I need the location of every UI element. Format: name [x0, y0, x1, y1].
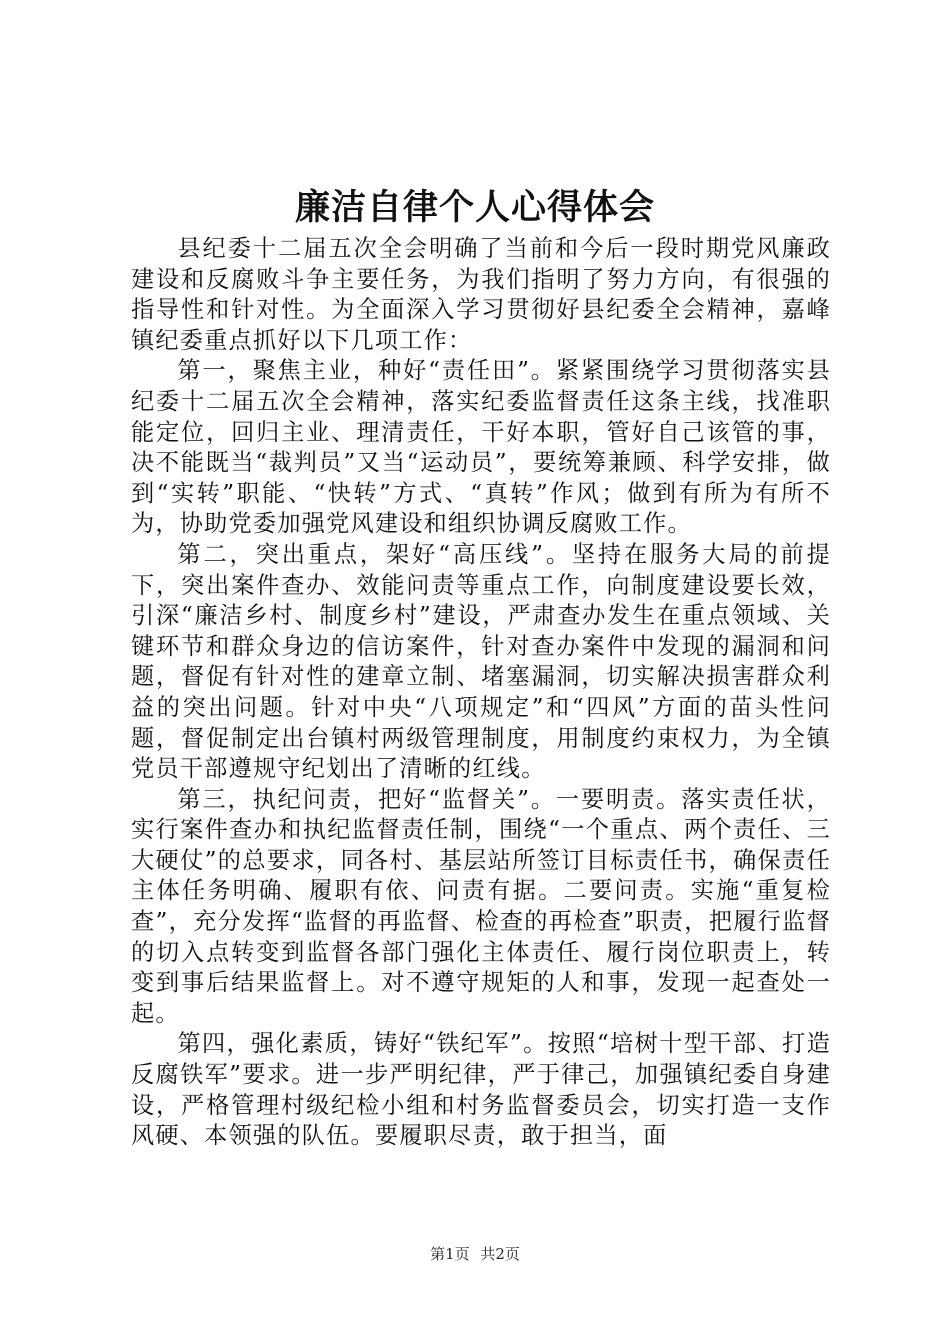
page-number: 第1页: [430, 1245, 470, 1263]
page-footer: [0, 1244, 950, 1264]
paragraph-fourth: 第四，强化素质，铸好“铁纪军”。按照“培树十型干部、打造反腐铁军”要求。进一步严明纪律，严于律己，加强镇纪委自身建设，严格管理村级纪检小组和村务监督委员会，切实打造一支作风硬、本领强的队伍。要履职尽责，敢于担当，面: [131, 1030, 831, 1150]
paragraph-first: 第一，聚焦主业，种好“责任田”。紧紧围绕学习贯彻落实县纪委十二届五次全会精神，落实纪委监督责任这条主线，找准职能定位，回归主业、理清责任，干好本职，管好自己该管的事，决不能既当“裁判员”又当“运动员”，要统筹兼顾、科学安排，做到“实转”职能、“快转”方式、“真转”作风；做到有所为有所不为，协助党委加强党风建设和组织协调反腐败工作。: [131, 357, 831, 538]
paragraph-intro: 县纪委十二届五次全会明确了当前和今后一段时期党风廉政建设和反腐败斗争主要任务，为我们指明了努力方向，有很强的指导性和针对性。为全面深入学习贯彻好县纪委全会精神，嘉峰镇纪委重点抓好以下几项工作：: [131, 235, 831, 354]
paragraph-second: 第二，突出重点，架好“高压线”。坚持在服务大局的前提下，突出案件查办、效能问责等重点工作，向制度建设要长效，引深“廉洁乡村、制度乡村”建设，严肃查办发生在重点领域、关键环节和群众身边的信访案件，针对查办案件中发现的漏洞和问题，督促有针对性的建章立制、堵塞漏洞，切实解决损害群众利益的突出问题。针对中央“八项规定”和“四风”方面的苗头性问题，督促制定出台镇村两级管理制度，用制度约束权力，为全镇党员干部遵规守纪划出了清晰的红线。: [131, 540, 831, 783]
paragraph-third: 第三，执纪问责，把好“监督关”。一要明责。落实责任状，实行案件查办和执纪监督责任制，围绕“一个重点、两个责任、三大硬仗”的总要求，同各村、基层站所签订目标责任书，确保责任主体任务明确、履职有依、问责有据。二要问责。实施“重复检查”，充分发挥“监督的再监督、检查的再检查”职责，把履行监督的切入点转变到监督各部门强化主体责任、履行岗位职责上，转变到事后结果监督上。对不遵守规矩的人和事，发现一起查处一起。: [131, 785, 831, 1027]
document-title: 廉洁自律个人心得体会: [294, 188, 655, 228]
page-total: 共2页: [480, 1245, 520, 1263]
document-body: [131, 234, 831, 1152]
